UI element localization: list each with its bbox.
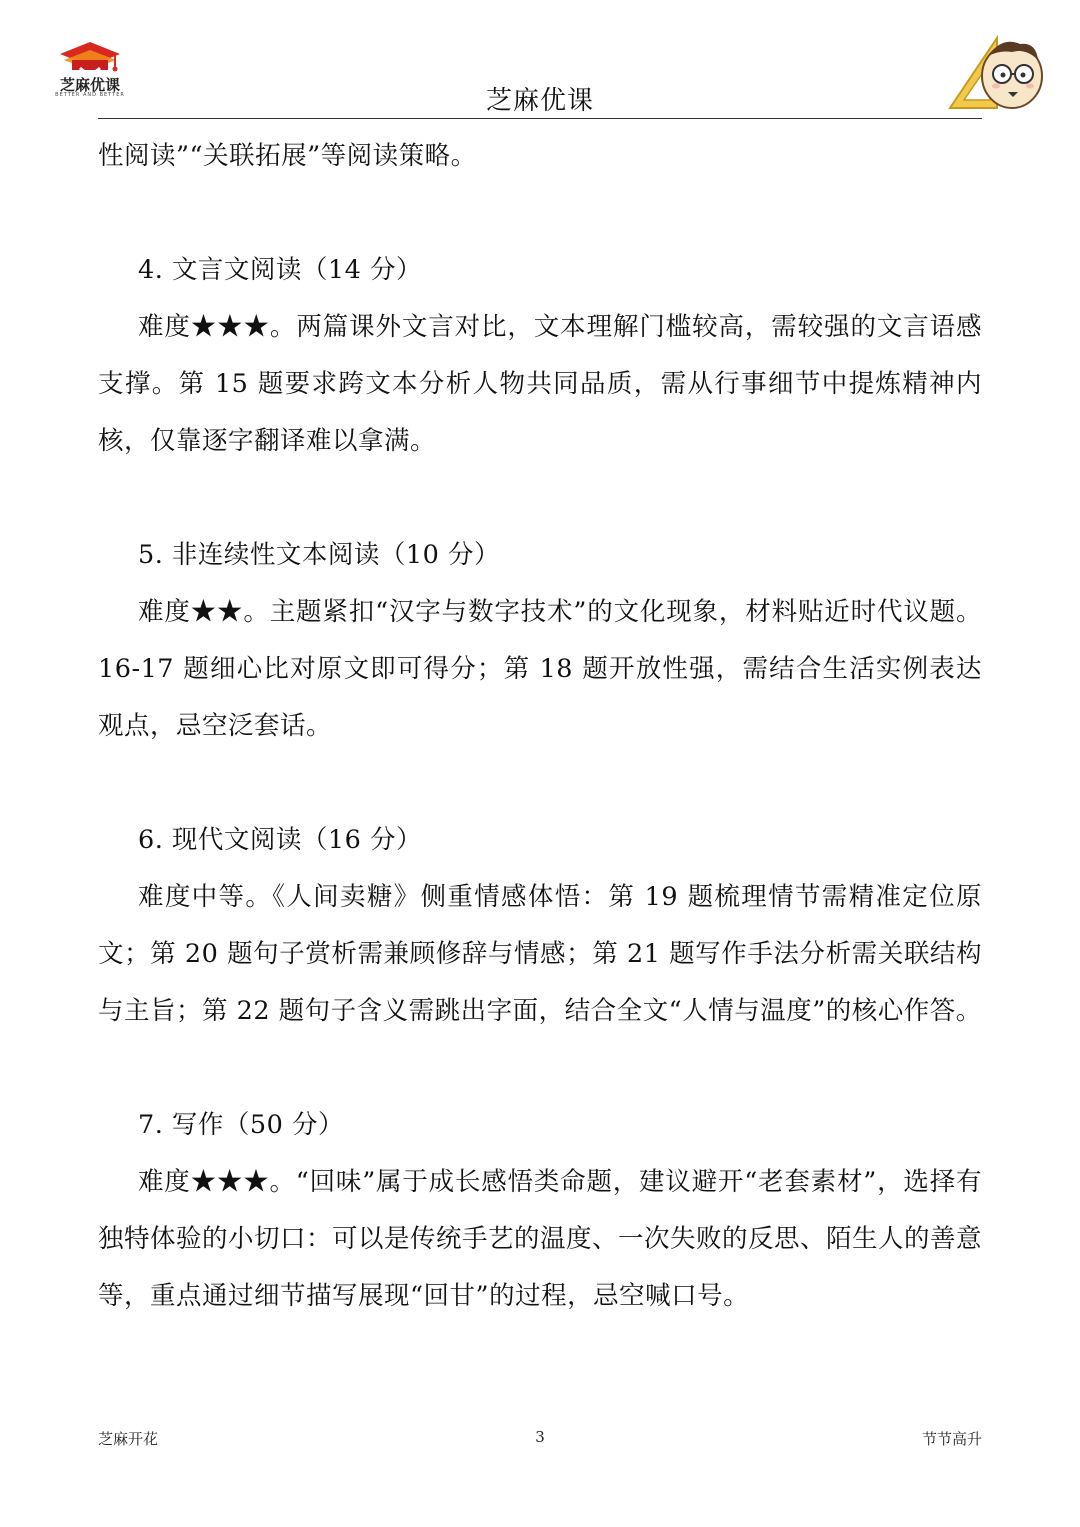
footer-right-text: 节节高升 (921, 1430, 982, 1448)
document-body (98, 128, 982, 1325)
section-heading: 6. 现代文阅读（16 分） (138, 825, 422, 855)
section-modern-text (98, 812, 982, 1040)
page-header-title: 芝麻优课 (485, 86, 594, 116)
section-heading: 7. 写作（50 分） (138, 1110, 344, 1140)
section-noncontinuous-text (98, 527, 982, 755)
section-heading: 5. 非连续性文本阅读（10 分） (138, 540, 500, 570)
section-body: 难度★★★。“回味”属于成长感悟类命题，建议避开“老套素材”，选择有独特体验的小切口：可以是传统手艺的温度、一次失败的反思、陌生人的善意等，重点通过细节描写展现“回甘”的过程，忌空喊口号。 (98, 1167, 983, 1311)
logo-text: 芝麻优课 (59, 76, 120, 94)
section-classical-chinese (98, 242, 982, 470)
section-body: 难度★★★。两篇课外文言对比，文本理解门槛较高，需较强的文言语感支撑。第 15 题要求跨文本分析人物共同品质，需从行事细节中提炼精神内核，仅靠逐字翻译难以拿满。 (98, 312, 982, 456)
section-writing (98, 1097, 982, 1325)
page-footer (98, 1428, 982, 1452)
footer-left-text: 芝麻开花 (98, 1430, 159, 1448)
section-body: 难度★★。主题紧扣“汉字与数字技术”的文化现象，材料贴近时代议题。16-17 题细心比对原文即可得分；第 18 题开放性强，需结合生活实例表达观点，忌空泛套话。 (98, 597, 982, 741)
section-body: 难度中等。《人间卖糖》侧重情感体悟：第 19 题梳理情节需精准定位原文；第 20 题句子赏析需兼顾修辞与情感；第 21 题写作手法分析需关联结构与主旨；第 22 题句子含义需跳出字面，结合全文“人情与温度”的核心作答。 (98, 882, 982, 1026)
intro-continuation: 性阅读”“关联拓展”等阅读策略。 (98, 141, 477, 171)
page-number: 3 (535, 1428, 545, 1446)
section-heading: 4. 文言文阅读（14 分） (138, 255, 422, 285)
page-header (0, 0, 1080, 125)
header-divider (98, 118, 982, 119)
logo-subtitle: BETTER AND BETTER (55, 92, 125, 98)
